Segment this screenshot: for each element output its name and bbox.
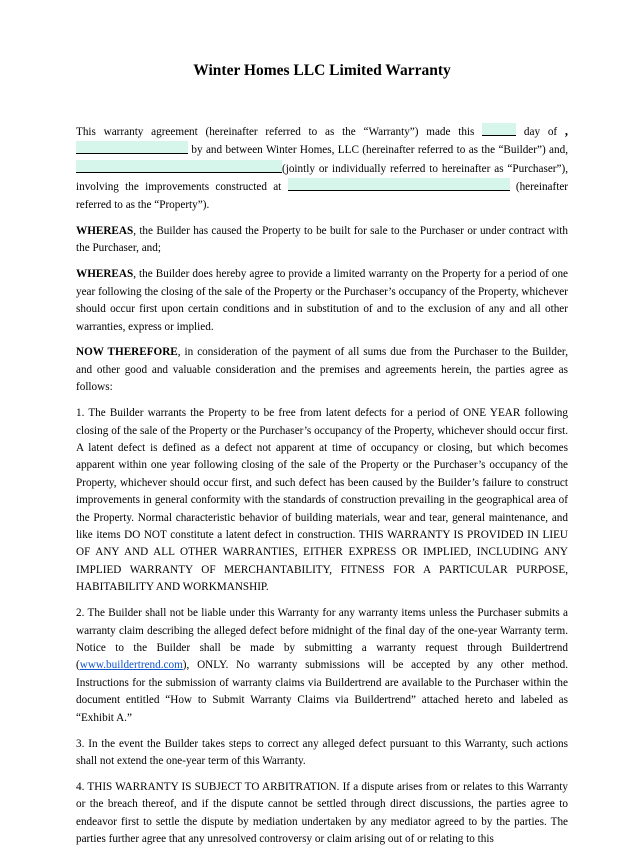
intro-text-3: by and between Winter Homes, LLC (hereinafter referred to as the “Builder”) and, [191, 144, 569, 157]
document-title: Winter Homes LLC Limited Warranty [193, 62, 451, 79]
now-therefore-label: NOW THEREFORE [76, 346, 178, 359]
intro-comma: , [564, 124, 569, 138]
now-therefore-paragraph [76, 344, 568, 396]
intro-text-4: (jointly or individually referred to hereinafter as “Purchaser”), involving the improvements constructed at [76, 162, 568, 194]
now-therefore-text: , in consideration of the payment of all sums due from the Purchaser to the Builder, and other good and valuable consideration and the premises and agreements herein, the parties agree as follows: [76, 346, 568, 394]
clause-2 [76, 605, 568, 727]
whereas-label-1: WHEREAS [76, 225, 134, 238]
whereas-text-1: , the Builder has caused the Property to be built for sale to the Purchaser or under contract with the Purchaser, and; [76, 225, 568, 255]
whereas-label-2: WHEREAS [76, 268, 134, 281]
intro-text-5: (hereinafter referred to as the “Property”). [76, 181, 569, 211]
day-field[interactable] [482, 123, 516, 136]
purchaser-name-field[interactable] [76, 160, 282, 173]
clause-3: 3. In the event the Builder takes steps to correct any alleged defect pursuant to this Warranty, such actions shall not extend the one-year term of this Warranty. [76, 737, 568, 767]
year-field[interactable] [76, 141, 188, 154]
whereas-text-2: , the Builder does hereby agree to provide a limited warranty on the Property for a period of one year following the closing of the sale of the Property or the Purchaser’s occupancy of the Property, whichever should occur first upon certain conditions and in substitution of and to the exclusion of any and all other warranties, express or implied. [76, 268, 568, 333]
clause-2-text-before: 2. The Builder shall not be liable under this Warranty for any warranty items unless the Purchaser submits a warranty claim describing the alleged defect before midnight of the final day of the one-year Warranty term. Notice to the Builder shall be made by submitting a warranty request through Buildertrend ( [76, 607, 568, 672]
intro-text-1: This warranty agreement (hereinafter referred to as the “Warranty”) made this [76, 126, 475, 138]
clause-4: 4. THIS WARRANTY IS SUBJECT TO ARBITRATION. If a dispute arises from or relates to this Warranty or the breach thereof, and if the dispute cannot be settled through direct discussions, the parties agree to endeavor first to settle the dispute by mediation undertaken by any mediator agreed to by the parties. The parties further agree that any unresolved controversy or claim arising out of or relating to this [76, 780, 568, 846]
clause-2-text-after: ), ONLY. No warranty submissions will be accepted by any other method. Instructions for the submission of warranty claims via Buildertrend are available to the Purchaser within the document entitled “How to Submit Warranty Claims via Buildertrend” attached hereto and labeled as “Exhibit A.” [76, 659, 568, 724]
intro-paragraph [76, 123, 568, 214]
whereas-paragraph-2 [76, 266, 568, 336]
intro-text-2: day of [523, 126, 558, 138]
whereas-paragraph-1 [76, 223, 568, 258]
clause-1: 1. The Builder warrants the Property to be free from latent defects for a period of ONE YEAR following closing of the sale of the Property or the Purchaser’s occupancy of the Property, whichever should occur first. A latent defect is defined as a defect not apparent at time of occupancy or closing, but which becomes apparent within one year following closing of the sale of the Property or the Purchaser’s occupancy of the Property, whichever should occur first, and such defect has been caused by the Builder’s failure to construct improvements in general conformity with the standards of construction prevailing in the geographical area of the Property. Normal characteristic behavior of building materials, wear and tear, general maintenance, and like items DO NOT constitute a latent defect in construction. THIS WARRANTY IS PROVIDED IN LIEU OF ANY AND ALL OTHER WARRANTIES, EITHER EXPRESS OR IMPLIED, INCLUDING ANY IMPLIED WARRANTY OF MERCHANTABILITY, FITNESS FOR A PARTICULAR PURPOSE, HABITABILITY AND WORKMANSHIP. [76, 407, 568, 594]
property-address-field[interactable] [288, 178, 510, 191]
buildertrend-link[interactable]: www.buildertrend.com [79, 659, 183, 672]
